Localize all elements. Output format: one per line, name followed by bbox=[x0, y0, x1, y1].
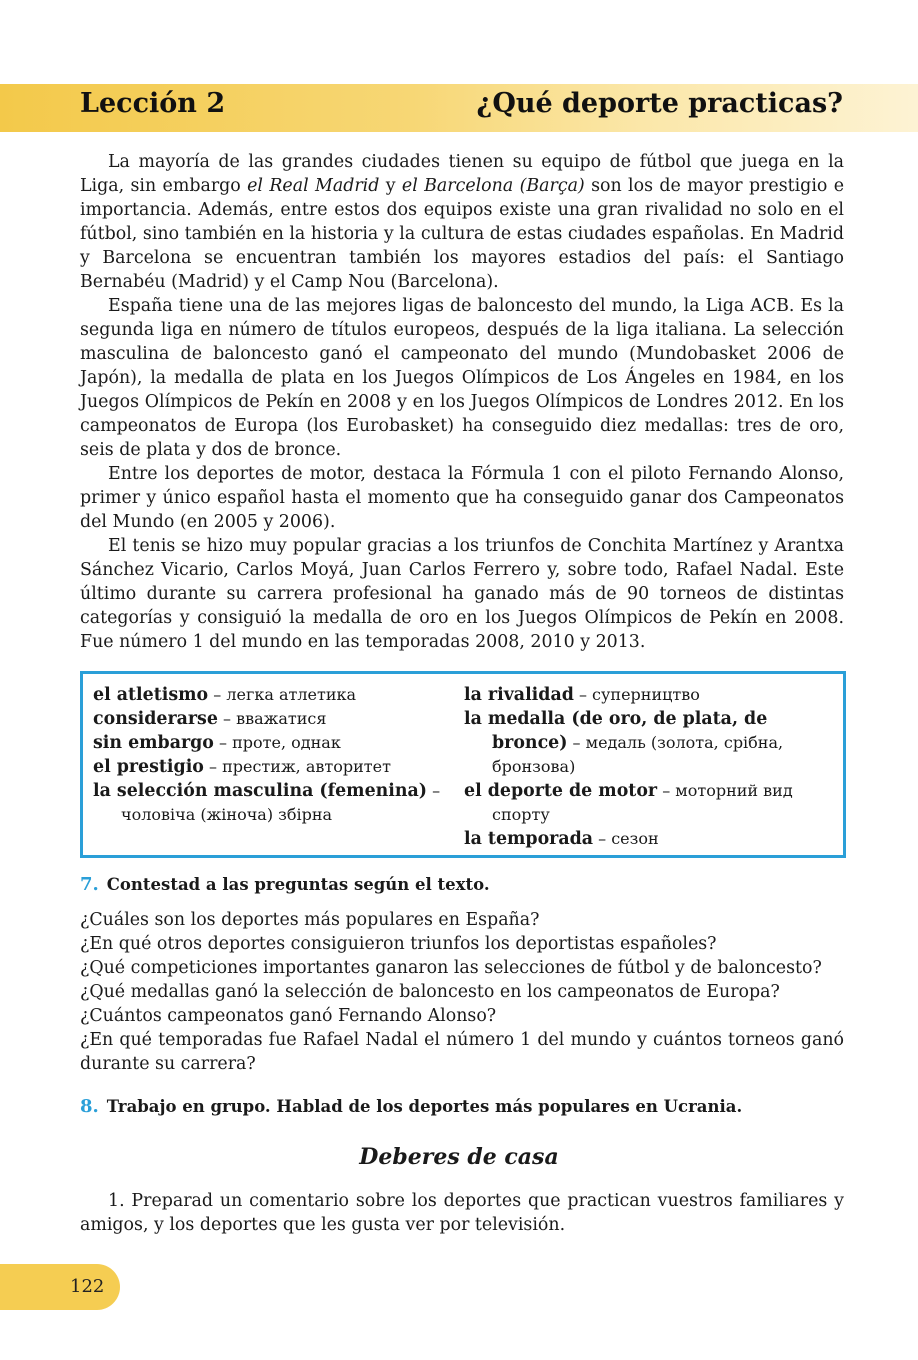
lesson-label: Lección 2 bbox=[80, 88, 226, 119]
question-item: ¿En qué otros deportes consiguieron triunfos los deportistas españoles? bbox=[80, 934, 717, 954]
page-number: 122 bbox=[70, 1276, 105, 1297]
vocab-definition: – престиж, авторитет bbox=[203, 757, 391, 776]
vocab-definition: – моторний вид спорту bbox=[492, 781, 793, 824]
vocab-entry bbox=[93, 779, 445, 827]
exercise-7-heading bbox=[80, 874, 490, 895]
vocab-entry bbox=[93, 755, 445, 779]
question-item: ¿Qué medallas ganó la selección de baloncesto en los campeonatos de Europa? bbox=[80, 982, 780, 1002]
question-list bbox=[80, 908, 844, 1076]
vocab-term: la medalla (de oro, de plata, de bronce) bbox=[464, 709, 768, 753]
vocab-definition: – вважатися bbox=[217, 709, 327, 728]
question-item: ¿Qué competiciones importantes ganaron las selecciones de fútbol y de baloncesto? bbox=[80, 958, 822, 978]
question-item: ¿En qué temporadas fue Rafael Nadal el número 1 del mundo y cuántos torneos ganó durante su carrera? bbox=[80, 1030, 844, 1074]
exercise-instruction: Contestad a las preguntas según el texto. bbox=[106, 875, 490, 894]
vocab-term: la rivalidad bbox=[464, 685, 574, 705]
lesson-title: ¿Qué deporte practicas? bbox=[476, 88, 843, 119]
vocab-term: el deporte de motor bbox=[464, 781, 658, 801]
article-body bbox=[80, 150, 844, 654]
vocab-entry bbox=[464, 827, 836, 851]
vocab-term: la temporada bbox=[464, 829, 594, 849]
question-item: ¿Cuántos campeonatos ganó Fernando Alonso? bbox=[80, 1006, 497, 1026]
vocab-entry bbox=[464, 779, 836, 827]
homework-title: Deberes de casa bbox=[359, 1144, 559, 1170]
homework-item: 1. Preparad un comentario sobre los deportes que practican vuestros familiares y amigos, y los deportes que les gusta ver por televisión. bbox=[80, 1191, 844, 1235]
vocab-entry bbox=[93, 707, 445, 731]
italic-team-name: el Real Madrid bbox=[247, 176, 380, 196]
paragraph-text: La mayoría de las grandes ciudades tienen su equipo de fútbol que juega en la Liga, sin embargo bbox=[80, 152, 844, 196]
paragraph-text: y bbox=[379, 176, 402, 196]
exercise-number: 8. bbox=[80, 1096, 99, 1117]
vocab-entry bbox=[464, 707, 836, 779]
vocab-term: considerarse bbox=[93, 709, 218, 729]
vocabulary-column-right bbox=[464, 683, 836, 851]
homework-body bbox=[80, 1189, 844, 1237]
vocab-definition: – суперництво bbox=[573, 685, 700, 704]
paragraph-text: son los de mayor prestigio e importancia. Además, entre estos dos equipos existe una gran rivalidad no solo en el fútbol, sino también en la historia y la cultura de estas ciudades españolas. En Madrid y Barcelona se encuentran también los mayores estadios del país: el Santiago Bernabéu (Madrid) y el Camp Nou (Barcelona). bbox=[80, 176, 845, 292]
paragraph-tennis: El tenis se hizo muy popular gracias a los triunfos de Conchita Martínez y Arantxa Sánchez Vicario, Carlos Moyá, Juan Carlos Ferrero y, sobre todo, Rafael Nadal. Este último durante su carrera profesional ha ganado más de 90 torneos de distintas categorías y consiguió la medalla de oro en los Juegos Olímpicos de Pekín en 2008. Fue número 1 del mundo en las temporadas 2008, 2010 y 2013. bbox=[80, 536, 844, 652]
vocab-definition: – проте, однак bbox=[213, 733, 341, 752]
exercise-instruction: Trabajo en grupo. Hablad de los deportes más populares en Ucrania. bbox=[106, 1097, 743, 1116]
question-item: ¿Cuáles son los deportes más populares en España? bbox=[80, 910, 540, 930]
vocab-definition: – медаль (золота, срібна, бронзова) bbox=[492, 733, 784, 776]
vocab-term: el atletismo bbox=[93, 685, 209, 705]
vocab-term: sin embargo bbox=[93, 733, 214, 753]
paragraph-motorsport: Entre los deportes de motor, destaca la Fórmula 1 con el piloto Fernando Alonso, primer y único español hasta el momento que ha conseguido ganar dos Campeonatos del Mundo (en 2005 y 2006). bbox=[80, 464, 844, 532]
exercise-number: 7. bbox=[80, 874, 99, 895]
vocab-term: el prestigio bbox=[93, 757, 204, 777]
vocab-definition: – легка атлетика bbox=[208, 685, 357, 704]
vocab-entry bbox=[93, 731, 445, 755]
paragraph-basketball: España tiene una de las mejores ligas de baloncesto del mundo, la Liga ACB. Es la segunda liga en número de títulos europeos, después de la liga italiana. La selección masculina de baloncesto ganó el campeonato del mundo (Mundobasket 2006 de Japón), la medalla de plata en los Juegos Olímpicos de Los Ángeles en 1984, en los Juegos Olímpicos de Pekín en 2008 y en los Juegos Olímpicos de Londres 2012. En los campeonatos de Europa (los Eurobasket) ha conseguido diez medallas: tres de oro, seis de plata y dos de bronce. bbox=[80, 296, 844, 460]
vocab-entry bbox=[93, 683, 445, 707]
italic-team-name: el Barcelona (Barça) bbox=[401, 176, 585, 196]
paragraph-football bbox=[80, 150, 844, 294]
vocabulary-box bbox=[80, 671, 846, 858]
vocab-definition: – сезон bbox=[593, 829, 659, 848]
vocab-term: la selección masculina (femenina) bbox=[93, 781, 428, 801]
vocabulary-column-left bbox=[93, 683, 445, 827]
vocab-definition: – чоловіча (жіноча) збірна bbox=[121, 781, 441, 824]
exercise-8-heading bbox=[80, 1096, 742, 1117]
vocab-entry bbox=[464, 683, 836, 707]
